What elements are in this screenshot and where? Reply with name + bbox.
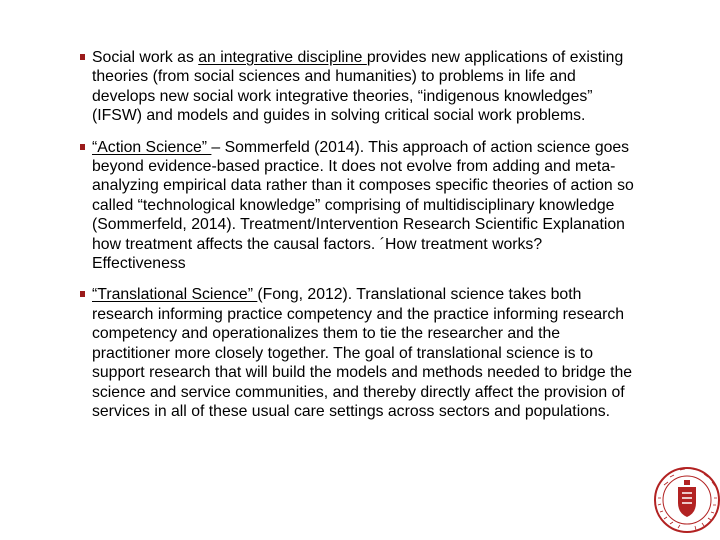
square-bullet-icon — [80, 54, 85, 60]
square-bullet-icon — [80, 144, 85, 150]
bullet-integrative-discipline — [80, 48, 640, 126]
bullet-term: an integrative discipline — [198, 49, 367, 66]
university-seal-icon — [652, 465, 720, 535]
bullet-action-science — [80, 138, 640, 274]
bullet-text: (Fong, 2012). Translational science takes both research informing practice competency and the practice informing research competency and operationalizes them to tie the researcher and the practitioner more closely together. The goal of translational science is to support research that will build the models and methods needed to bridge the science and service communities, and thereby directly affect the provision of services in all of these usual care settings across sectors and populations. — [92, 286, 633, 420]
bullet-text: provides new applications of existing theories (from social sciences and humanities) to problems in life and develops new social work integrative theories, “indigenous knowledges” (IFSW) and models and guides in solving critical social work problems. — [92, 49, 624, 125]
bullet-lead: Social work as — [92, 49, 199, 66]
square-bullet-icon — [80, 291, 85, 297]
bullet-text: – Sommerfeld (2014). This approach of action science goes beyond evidence-based practice. It does not evolve from adding and meta-analyzing empirical data rather than it composes specific theories of action so called “technological knowledge” comprising of multidisciplinary knowledge (Sommerfeld, 2014). Treatment/Intervention Research Scientific Explanation how treatment affects the causal factors. ´How treatment works? Effectiveness — [92, 138, 634, 273]
bullet-translational-science — [80, 285, 640, 421]
bullet-term: “Action Science” — [92, 138, 212, 156]
bullet-list — [80, 48, 640, 433]
bullet-term: “Translational Science” — [92, 286, 258, 304]
